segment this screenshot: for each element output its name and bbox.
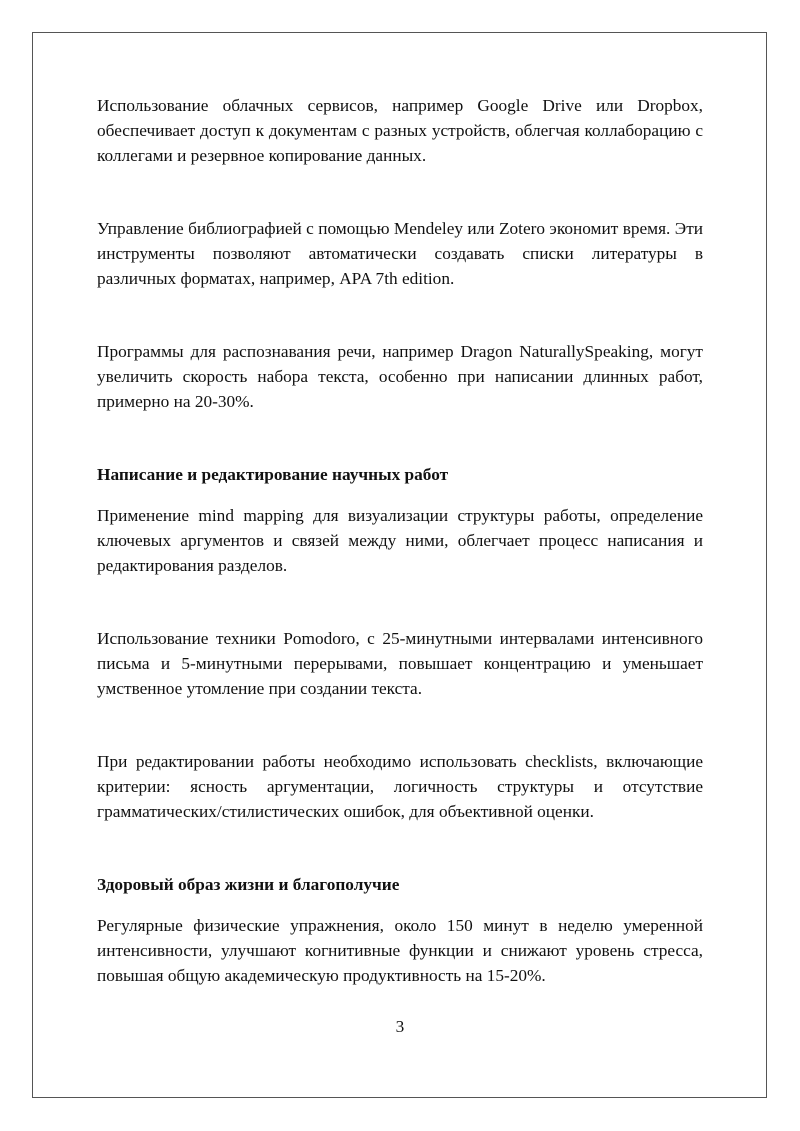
- paragraph-pomodoro: Использование техники Pomodoro, с 25-минутными интервалами интенсивного письма и 5-минутными перерывами, повышает концентрацию и уменьшает умственное утомление при создании текста.: [97, 629, 703, 698]
- paragraph-exercise: Регулярные физические упражнения, около 150 минут в неделю умеренной интенсивности, улучшают когнитивные функции и снижают уровень стресса, повышая общую академическую продуктивность на 15-20%.: [97, 916, 703, 985]
- paragraph-mind-mapping: Применение mind mapping для визуализации структуры работы, определение ключевых аргументов и связей между ними, облегчает процесс написания и редактирования разделов.: [97, 506, 703, 575]
- document-body: [97, 93, 703, 988]
- paragraph-bibliography: Управление библиографией с помощью Mendeley или Zotero экономит время. Эти инструменты позволяют автоматически создавать списки литературы в различных форматах, например, APA 7th edition.: [97, 219, 703, 288]
- paragraph-speech-recognition: Программы для распознавания речи, например Dragon NaturallySpeaking, могут увеличить скорость набора текста, особенно при написании длинных работ, примерно на 20-30%.: [97, 342, 703, 411]
- paragraph-checklists: При редактировании работы необходимо использовать checklists, включающие критерии: ясность аргументации, логичность структуры и отсутствие грамматических/стилистических ошибок, для объективной оценки.: [97, 752, 703, 821]
- heading-health: Здоровый образ жизни и благополучие: [97, 875, 400, 894]
- page-number: 3: [395, 1017, 405, 1036]
- paragraph-cloud-services: Использование облачных сервисов, например Google Drive или Dropbox, обеспечивает доступ к документам с разных устройств, облегчая коллаборацию с коллегами и резервное копирование данных.: [97, 96, 703, 165]
- heading-writing: Написание и редактирование научных работ: [97, 465, 449, 484]
